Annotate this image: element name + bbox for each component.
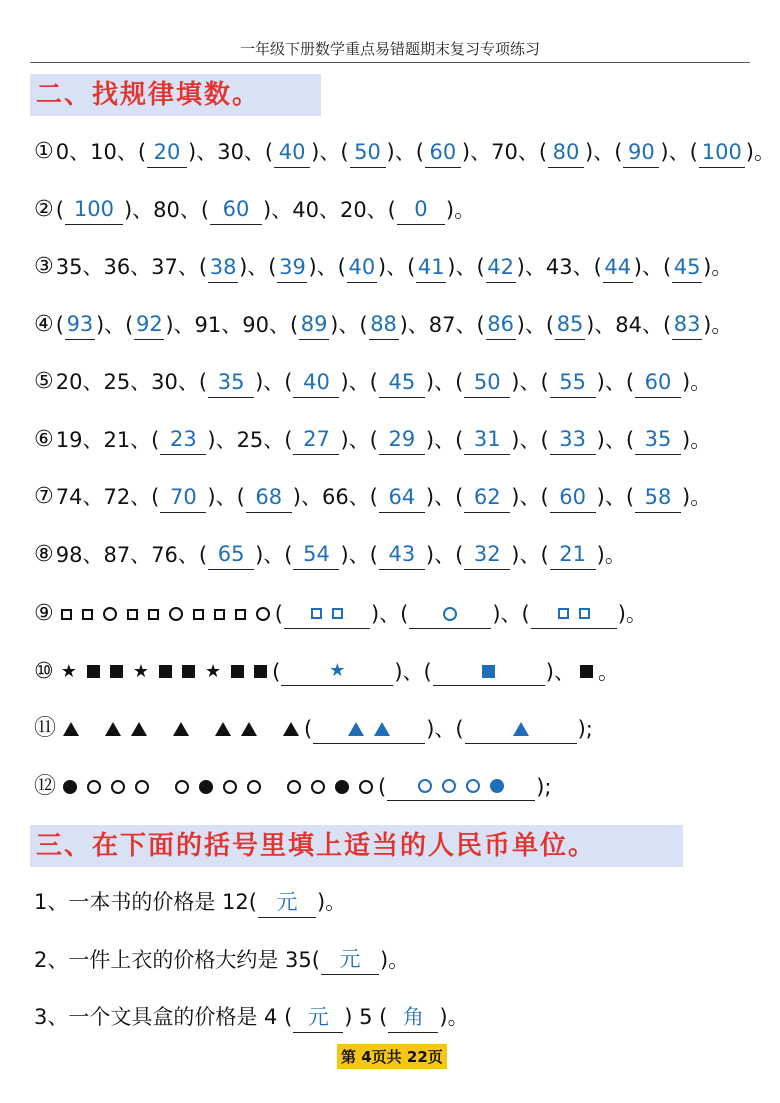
square-filled-icon: [580, 665, 593, 678]
text-segment: )、84、(: [586, 312, 672, 337]
text-segment: )。: [379, 947, 410, 972]
answer-blank[interactable]: 35: [635, 424, 681, 455]
answer-blank[interactable]: 85: [555, 309, 585, 340]
text-segment: )、(: [633, 255, 672, 279]
square-filled-icon: [110, 665, 123, 678]
text-segment: (: [304, 717, 313, 741]
text-segment: )、(: [308, 255, 346, 279]
shape-sequence: [56, 660, 272, 682]
text-segment: )。: [596, 542, 626, 567]
answer-blank[interactable]: 68: [246, 482, 292, 513]
text-segment: )、(: [596, 427, 635, 452]
answer-blank[interactable]: 80: [548, 137, 584, 168]
text-segment: )、87、(: [399, 312, 485, 337]
square-outline-icon: [332, 608, 343, 619]
pattern-row: [34, 420, 711, 460]
circle-outline-icon: [287, 780, 301, 794]
item-number: ⑤: [34, 369, 54, 394]
answer-blank[interactable]: 92: [134, 309, 164, 340]
answer-blank[interactable]: 40: [274, 137, 310, 168]
pattern-row: [34, 477, 711, 517]
square-filled-icon: [159, 665, 172, 678]
text-segment: )、(: [426, 717, 464, 741]
circle-filled-icon: [199, 780, 213, 794]
text-segment: (: [378, 774, 387, 799]
square-outline-icon: [579, 608, 590, 619]
answer-blank[interactable]: 100: [699, 137, 745, 168]
section-title-2: 二、找规律填数。: [30, 74, 321, 116]
square-outline-icon: [235, 609, 246, 620]
pattern-row: [34, 190, 475, 230]
circle-outline-icon: [418, 779, 432, 793]
text-segment: ) 5 (: [344, 1005, 388, 1029]
header-divider: [30, 62, 750, 63]
circle-outline-icon: [247, 780, 261, 794]
circle-filled-icon: [63, 780, 77, 794]
square-outline-icon: [61, 609, 72, 620]
text-segment: 1、一本书的价格是 12(: [34, 890, 257, 914]
text-segment: )、(: [370, 602, 409, 626]
square-outline-icon: [148, 609, 159, 620]
page-number-badge: 第 4页共 22页: [337, 1044, 447, 1069]
text-segment: )、80、(: [123, 197, 210, 222]
text-segment: 35、36、37、(: [55, 255, 208, 279]
text-segment: )、(: [207, 485, 245, 509]
answer-blank[interactable]: 83: [672, 309, 702, 340]
text-segment: );: [536, 774, 552, 799]
square-outline-icon: [193, 609, 204, 620]
text-segment: )。: [445, 197, 476, 222]
circle-outline-icon: [466, 779, 480, 793]
answer-blank[interactable]: 50: [464, 367, 510, 398]
triangle-icon: [283, 722, 299, 736]
triangle-icon: [374, 722, 390, 736]
answer-blank[interactable]: 21: [550, 539, 596, 570]
text-segment: )、25、(: [207, 427, 293, 452]
square-filled-icon: [182, 665, 195, 678]
square-outline-icon: [311, 608, 322, 619]
section-title-3: 三、在下面的括号里填上适当的人民币单位。: [30, 825, 683, 867]
answer-blank[interactable]: [531, 600, 617, 629]
text-segment: )、(: [425, 485, 464, 509]
answer-blank[interactable]: 62: [464, 482, 510, 513]
pattern-row: [34, 247, 732, 287]
circle-outline-icon: [442, 779, 456, 793]
item-number: ⑧: [34, 541, 54, 567]
answer-blank[interactable]: 元: [293, 1002, 343, 1033]
answer-blank[interactable]: 23: [160, 424, 206, 455]
triangle-icon: [215, 722, 231, 736]
answer-blank[interactable]: 33: [550, 424, 596, 455]
text-segment: )、(: [311, 140, 349, 164]
item-number: ⑥: [34, 426, 54, 452]
star-icon: ★: [60, 660, 77, 682]
item-number: ②: [34, 196, 54, 222]
triangle-icon: [173, 722, 189, 736]
text-segment: )、(: [596, 485, 635, 509]
answer-blank[interactable]: 44: [603, 252, 633, 283]
item-number: ①: [34, 139, 54, 164]
answer-blank[interactable]: 65: [208, 539, 254, 570]
item-number: ⑨: [34, 601, 54, 626]
text-segment: )、(: [511, 370, 549, 394]
pattern-row: [34, 362, 711, 402]
text-segment: )、(: [377, 255, 416, 279]
text-segment: )、(: [511, 542, 549, 567]
triangle-icon: [241, 722, 257, 736]
circle-outline-icon: [135, 780, 149, 794]
answer-blank[interactable]: [313, 715, 425, 744]
text-segment: );: [577, 717, 593, 741]
circle-outline-icon: [223, 780, 237, 794]
answer-blank[interactable]: [409, 600, 491, 629]
triangle-icon: [63, 722, 79, 736]
text-segment: )、66、(: [292, 485, 378, 509]
text-segment: )、40、20、(: [263, 197, 396, 222]
text-segment: )、(: [239, 255, 277, 279]
item-number: ⑪: [34, 716, 57, 741]
text-segment: )、(: [511, 427, 549, 452]
answer-blank[interactable]: 55: [550, 367, 596, 398]
circle-filled-icon: [335, 780, 349, 794]
square-filled-icon: [254, 665, 267, 678]
answer-blank[interactable]: 100: [65, 194, 123, 225]
page-header: 一年级下册数学重点易错题期末复习专项练习: [239, 40, 540, 58]
answer-blank[interactable]: 元: [321, 944, 379, 975]
circle-outline-icon: [87, 780, 101, 794]
text-segment: 19、21、(: [55, 427, 160, 452]
triangle-icon: [105, 722, 121, 736]
answer-blank[interactable]: 93: [65, 309, 95, 340]
text-segment: )、(: [425, 370, 464, 394]
text-segment: )、(: [330, 312, 368, 337]
answer-blank[interactable]: 41: [416, 252, 446, 283]
text-segment: 3、一个文具盒的价格是 4 (: [34, 1005, 293, 1029]
text-segment: )。: [682, 370, 712, 394]
text-segment: 。: [597, 659, 619, 684]
answer-blank[interactable]: 42: [486, 252, 516, 283]
answer-blank[interactable]: 89: [299, 309, 329, 340]
pattern-row: [34, 535, 626, 575]
currency-question: [34, 997, 469, 1037]
answer-blank[interactable]: 54: [293, 539, 339, 570]
answer-blank[interactable]: 40: [347, 252, 377, 283]
circle-filled-icon: [490, 779, 504, 793]
text-segment: (: [274, 602, 283, 626]
square-filled-icon: [482, 665, 495, 678]
triangle-icon: [513, 722, 529, 736]
answer-blank[interactable]: 0: [397, 194, 445, 225]
square-outline-icon: [558, 608, 569, 619]
shape-pattern-row: [34, 767, 552, 807]
answer-blank[interactable]: 角: [388, 1002, 438, 1033]
text-segment: )。: [439, 1005, 469, 1029]
text-segment: )、(: [340, 542, 378, 567]
text-segment: (: [55, 312, 64, 337]
circle-outline-icon: [311, 780, 325, 794]
text-segment: )。: [682, 485, 712, 509]
triangle-icon: [131, 722, 147, 736]
answer-blank[interactable]: 50: [350, 137, 386, 168]
text-segment: )、(: [255, 370, 293, 394]
answer-blank[interactable]: 60: [550, 482, 596, 513]
text-segment: (: [55, 197, 64, 222]
answer-blank[interactable]: 31: [464, 424, 510, 455]
text-segment: 98、87、76、(: [55, 542, 208, 567]
answer-blank[interactable]: 64: [379, 482, 425, 513]
item-number: ④: [34, 311, 54, 337]
text-segment: )、(: [255, 542, 293, 567]
text-segment: )。: [617, 602, 647, 626]
shape-sequence: [58, 780, 378, 794]
text-segment: )。: [745, 140, 775, 164]
answer-blank[interactable]: 60: [635, 367, 681, 398]
circle-outline-icon: [169, 607, 183, 621]
circle-outline-icon: [103, 607, 117, 621]
answer-blank[interactable]: 90: [623, 137, 659, 168]
text-segment: 0、10、(: [55, 140, 147, 164]
text-segment: )、30、(: [188, 140, 274, 164]
text-segment: )、(: [660, 140, 698, 164]
answer-blank[interactable]: 27: [293, 424, 339, 455]
shape-sequence: [56, 607, 275, 621]
circle-outline-icon: [359, 780, 373, 794]
text-segment: )、(: [511, 485, 549, 509]
answer-blank[interactable]: 88: [369, 309, 399, 340]
answer-blank[interactable]: 70: [160, 482, 206, 513]
star-icon: ★: [205, 660, 222, 682]
text-segment: )。: [703, 255, 733, 279]
answer-blank[interactable]: 45: [672, 252, 702, 283]
square-outline-icon: [82, 609, 93, 620]
answer-blank[interactable]: 40: [293, 367, 339, 398]
answer-blank[interactable]: 38: [208, 252, 238, 283]
item-number: ⑫: [34, 773, 57, 799]
answer-blank[interactable]: 60: [425, 137, 461, 168]
answer-blank[interactable]: 58: [635, 482, 681, 513]
answer-blank[interactable]: [433, 657, 545, 686]
answer-blank[interactable]: 元: [258, 887, 316, 918]
circle-outline-icon: [256, 607, 270, 621]
star-icon: ★: [329, 660, 346, 681]
answer-blank[interactable]: 43: [379, 539, 425, 570]
text-segment: )、(: [340, 427, 378, 452]
answer-blank[interactable]: [387, 772, 535, 801]
pattern-row: [34, 132, 775, 172]
text-segment: 74、72、(: [55, 485, 160, 509]
text-segment: )、70、(: [461, 140, 548, 164]
answer-blank[interactable]: [281, 657, 393, 686]
answer-blank[interactable]: 39: [277, 252, 307, 283]
shape-pattern-row: [34, 709, 593, 749]
answer-blank[interactable]: 60: [210, 194, 262, 225]
text-segment: )、(: [394, 659, 432, 684]
text-segment: )、43、(: [516, 255, 602, 279]
shape-pattern-row: [34, 594, 647, 634]
text-segment: )、(: [492, 602, 530, 626]
currency-question: [34, 882, 346, 922]
text-segment: )、(: [425, 427, 464, 452]
item-number: ⑩: [34, 658, 54, 684]
triangle-icon: [348, 722, 364, 736]
currency-question: [34, 940, 409, 980]
shape-sequence: [58, 722, 304, 736]
square-outline-icon: [127, 609, 138, 620]
text-segment: )、(: [585, 140, 623, 164]
star-icon: ★: [132, 660, 150, 682]
square-filled-icon: [231, 665, 244, 678]
text-segment: )、(: [596, 370, 635, 394]
text-segment: )、(: [516, 312, 555, 337]
text-segment: )、(: [340, 370, 378, 394]
text-segment: )。: [682, 427, 712, 452]
text-segment: (: [272, 659, 281, 684]
text-segment: )、(: [95, 312, 134, 337]
text-segment: )。: [316, 890, 347, 914]
text-segment: )、91、90、(: [165, 312, 299, 337]
text-segment: )。: [703, 312, 733, 337]
circle-outline-icon: [175, 780, 189, 794]
text-segment: 20、25、30、(: [55, 370, 208, 394]
square-filled-icon: [87, 665, 100, 678]
text-segment: )、(: [425, 542, 464, 567]
answer-blank[interactable]: 29: [379, 424, 425, 455]
item-number: ⑦: [34, 484, 54, 509]
text-segment: )、(: [386, 140, 424, 164]
answer-blank[interactable]: [465, 715, 577, 744]
answer-blank[interactable]: 32: [464, 539, 510, 570]
shape-pattern-row: [34, 652, 619, 692]
square-outline-icon: [214, 609, 225, 620]
text-segment: )、: [545, 659, 575, 684]
circle-outline-icon: [443, 607, 457, 621]
pattern-row: [34, 305, 732, 345]
item-number: ③: [34, 254, 54, 279]
answer-blank[interactable]: [284, 600, 370, 629]
answer-blank[interactable]: 86: [486, 309, 516, 340]
text-segment: 2、一件上衣的价格大约是 35(: [34, 947, 320, 972]
answer-blank[interactable]: 20: [147, 137, 187, 168]
answer-blank[interactable]: 45: [379, 367, 425, 398]
circle-outline-icon: [111, 780, 125, 794]
answer-blank[interactable]: 35: [208, 367, 254, 398]
text-segment: )、(: [447, 255, 485, 279]
